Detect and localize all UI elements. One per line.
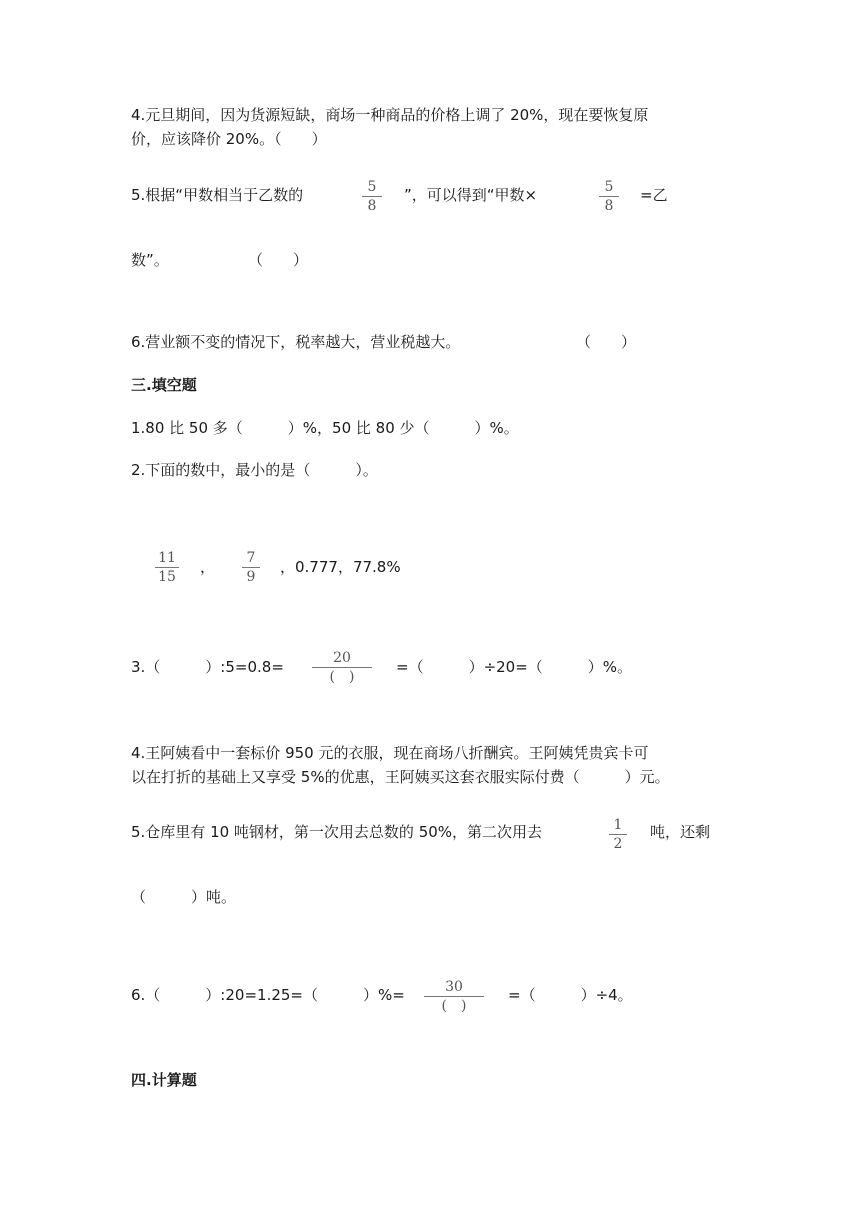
- fill-q4-line2: 以在打折的基础上又享受 5%的优惠，王阿姨买这套衣服实际付费（ ）元。: [131, 768, 670, 786]
- judge-q6-answer-paren: （ ）: [576, 333, 637, 351]
- fill-q2-comma: ，: [200, 558, 216, 576]
- section3-heading: 三.填空题: [131, 376, 197, 394]
- fraction-numerator: 20: [333, 650, 351, 666]
- fill-q3-fraction: [312, 650, 372, 685]
- section4-heading: 四.计算题: [131, 1071, 197, 1089]
- fraction-denominator: 8: [367, 198, 377, 214]
- fill-q2-tail: ，0.777，77.8%: [280, 558, 401, 576]
- fraction-numerator: 7: [246, 550, 256, 566]
- fill-q5-fraction: [609, 817, 627, 852]
- fraction-denominator: 15: [158, 569, 176, 585]
- judge-q4-line2: 价，应该降价 20%。（ ）: [131, 130, 327, 148]
- fill-q3-part2: =（ ）÷20=（ ）%。: [396, 658, 633, 676]
- fraction-numerator: 1: [613, 817, 623, 833]
- fill-q2: 2.下面的数中，最小的是（ ）。: [131, 461, 378, 479]
- judge-q6-text: 6.营业额不变的情况下，税率越大，营业税越大。: [131, 333, 461, 351]
- fill-q5-part1: 5.仓库里有 10 吨钢材，第一次用去总数的 50%，第二次用去: [131, 823, 543, 841]
- fraction-numerator: 5: [604, 179, 614, 195]
- fraction-bar: [312, 667, 372, 668]
- judge-q5-line2: 数”。: [131, 251, 169, 269]
- fill-q5-part2: 吨，还剩: [650, 823, 711, 841]
- fill-q2-fraction-2: [242, 550, 260, 585]
- fill-q5-line2: （ ）吨。: [131, 888, 237, 906]
- judge-q5-fraction-2: [599, 179, 619, 214]
- judge-q5-fraction-1: [362, 179, 382, 214]
- fill-q6-part1: 6.（ ）:20=1.25=（ ）%=: [131, 986, 405, 1004]
- fill-q4-line1: 4.王阿姨看中一套标价 950 元的衣服，现在商场八折酬宾。王阿姨凭贵宾卡可: [131, 744, 649, 762]
- fraction-numerator: 5: [367, 179, 377, 195]
- judge-q5-part1: 5.根据“甲数相当于乙数的: [131, 186, 304, 204]
- judge-q5-part2: ”，可以得到“甲数×: [404, 186, 538, 204]
- fraction-denominator: 8: [604, 198, 614, 214]
- fill-q3-part1: 3.（ ）:5=0.8=: [131, 658, 284, 676]
- fraction-denominator: 2: [613, 836, 623, 852]
- fraction-bar: [242, 567, 260, 568]
- fraction-numerator: 11: [158, 550, 176, 566]
- fraction-bar: [362, 196, 382, 197]
- fraction-bar: [599, 196, 619, 197]
- judge-q5-answer-paren: （ ）: [248, 251, 309, 269]
- fraction-bar: [609, 834, 627, 835]
- fill-q1: 1.80 比 50 多（ ）%，50 比 80 少（ ）%。: [131, 419, 519, 437]
- fill-q6-part2: =（ ）÷4。: [508, 986, 633, 1004]
- fraction-denominator: ( ): [441, 998, 467, 1014]
- fill-q2-fraction-1: [155, 550, 179, 585]
- judge-q5-part3: =乙: [640, 186, 668, 204]
- fraction-numerator: 30: [445, 979, 463, 995]
- judge-q4-line1: 4.元旦期间，因为货源短缺，商场一种商品的价格上调了 20%，现在要恢复原: [131, 106, 649, 124]
- fill-q6-fraction: [424, 979, 484, 1014]
- fraction-denominator: 9: [246, 569, 256, 585]
- fraction-bar: [424, 996, 484, 997]
- fraction-bar: [155, 567, 179, 568]
- fraction-denominator: ( ): [329, 669, 355, 685]
